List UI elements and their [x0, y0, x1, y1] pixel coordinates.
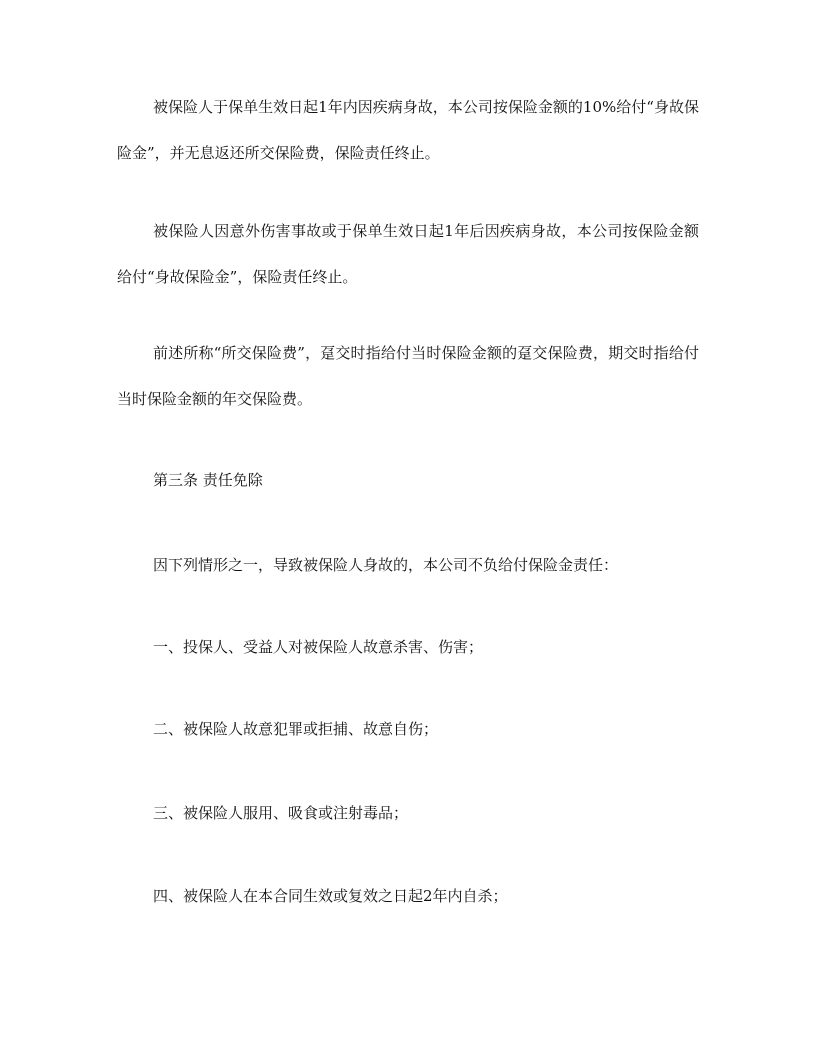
section-heading-exclusions: 第三条 责任免除: [153, 471, 263, 489]
paragraph-exclusions-intro: 因下列情形之一，导致被保险人身故的，本公司不负给付保险金责任：: [153, 556, 619, 574]
paragraph-death-after-one-year: 被保险人因意外伤害事故或于保单生效日起1年后因疾病身故，本公司按保险金额给付“身故保险金”，保险责任终止。: [117, 222, 699, 286]
paragraph-premium-definition: 前述所称“所交保险费”，趸交时指给付当时保险金额的趸交保险费，期交时指给付当时保险金额的年交保险费。: [117, 344, 699, 408]
list-item-exclusion-3: 三、被保险人服用、吸食或注射毒品；: [153, 804, 409, 822]
list-item-exclusion-4: 四、被保险人在本合同生效或复效之日起2年内自杀；: [153, 887, 508, 905]
list-item-exclusion-2: 二、被保险人故意犯罪或拒捕、故意自伤；: [153, 720, 439, 738]
list-item-exclusion-1: 一、投保人、受益人对被保险人故意杀害、伤害；: [153, 638, 484, 656]
paragraph-death-within-one-year: 被保险人于保单生效日起1年内因疾病身故，本公司按保险金额的10%给付“身故保险金”，并无息返还所交保险费，保险责任终止。: [117, 98, 699, 162]
